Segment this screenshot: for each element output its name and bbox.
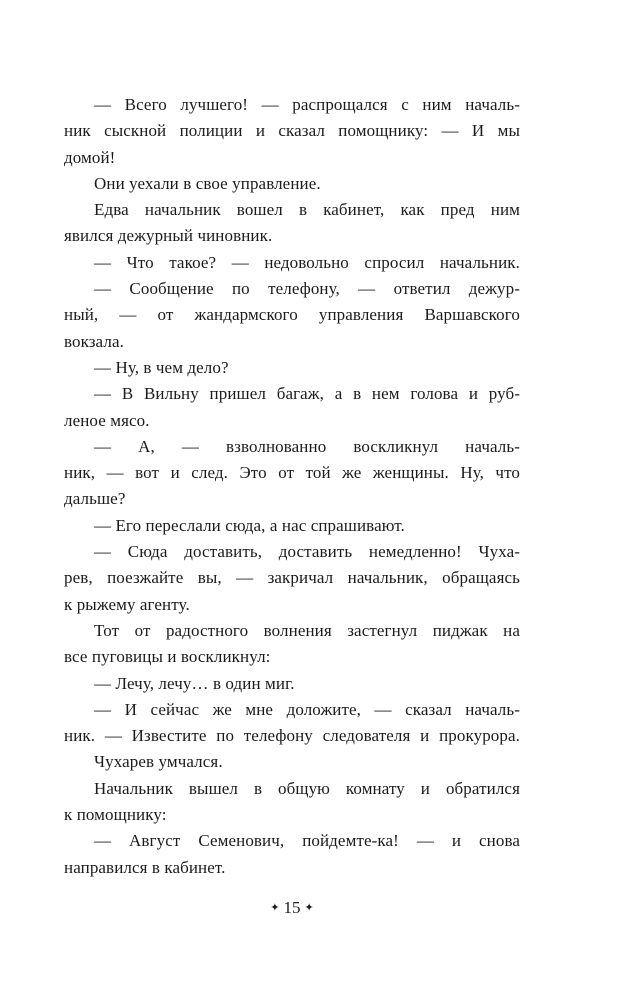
text-line: леное мясо. <box>64 410 150 430</box>
text-line: ный, — от жандармского управления Варшавского <box>64 305 520 325</box>
text-line: — Лечу, лечу… в один миг. <box>94 673 295 693</box>
text-line: — Что такое? — недовольно спросил начальник. <box>94 252 520 272</box>
text-line: Чухарев умчался. <box>94 752 223 772</box>
text-line: — Сообщение по телефону, — ответил дежур- <box>94 279 520 299</box>
text-line: — Сюда доставить, доставить немедленно! Чуха- <box>94 542 520 562</box>
text-line: — Август Семенович, пойдемте-ка! — и снова <box>94 831 520 851</box>
text-line: все пуговицы и воскликнул: <box>64 647 271 667</box>
text-line: домой! <box>64 147 116 167</box>
text-line: направился в кабинет. <box>64 857 226 877</box>
text-line: ник. — Известите по телефону следователя и прокурора. <box>64 726 520 746</box>
text-line: Тот от радостного волнения застегнул пиджак на <box>94 620 520 640</box>
text-line: — А, — взволнованно воскликнул началь- <box>94 436 520 456</box>
text-line: дальше? <box>64 489 126 509</box>
text-line: Начальник вышел в общую комнату и обратился <box>94 778 520 798</box>
text-line: Едва начальник вошел в кабинет, как пред ним <box>94 200 520 220</box>
page-footer <box>64 898 520 918</box>
text-line: явился дежурный чиновник. <box>64 226 273 246</box>
text-line: к рыжему агенту. <box>64 594 190 614</box>
text-line: — Его переслали сюда, а нас спрашивают. <box>94 515 405 535</box>
text-line: — Ну, в чем дело? <box>94 357 229 377</box>
text-line: Они уехали в свое управление. <box>94 173 321 193</box>
text-line: ник сыскной полиции и сказал помощнику: — И мы <box>64 121 520 141</box>
page-text <box>64 92 520 881</box>
ornament-right-icon: ✦ <box>304 902 314 914</box>
text-line: вокзала. <box>64 331 124 351</box>
text-line: к помощнику: <box>64 805 167 825</box>
text-line: рев, поезжайте вы, — закричал начальник, обращаясь <box>64 568 520 588</box>
text-line: — В Вильну пришел багаж, а в нем голова и руб- <box>94 384 520 404</box>
page-number: 15 <box>283 898 301 917</box>
text-line: — И сейчас же мне доложите, — сказал началь- <box>94 699 520 719</box>
text-line: ник, — вот и след. Это от той же женщины. Ну, что <box>64 463 520 483</box>
text-line: — Всего лучшего! — распрощался с ним началь- <box>94 95 520 114</box>
ornament-left-icon: ✦ <box>270 902 280 914</box>
